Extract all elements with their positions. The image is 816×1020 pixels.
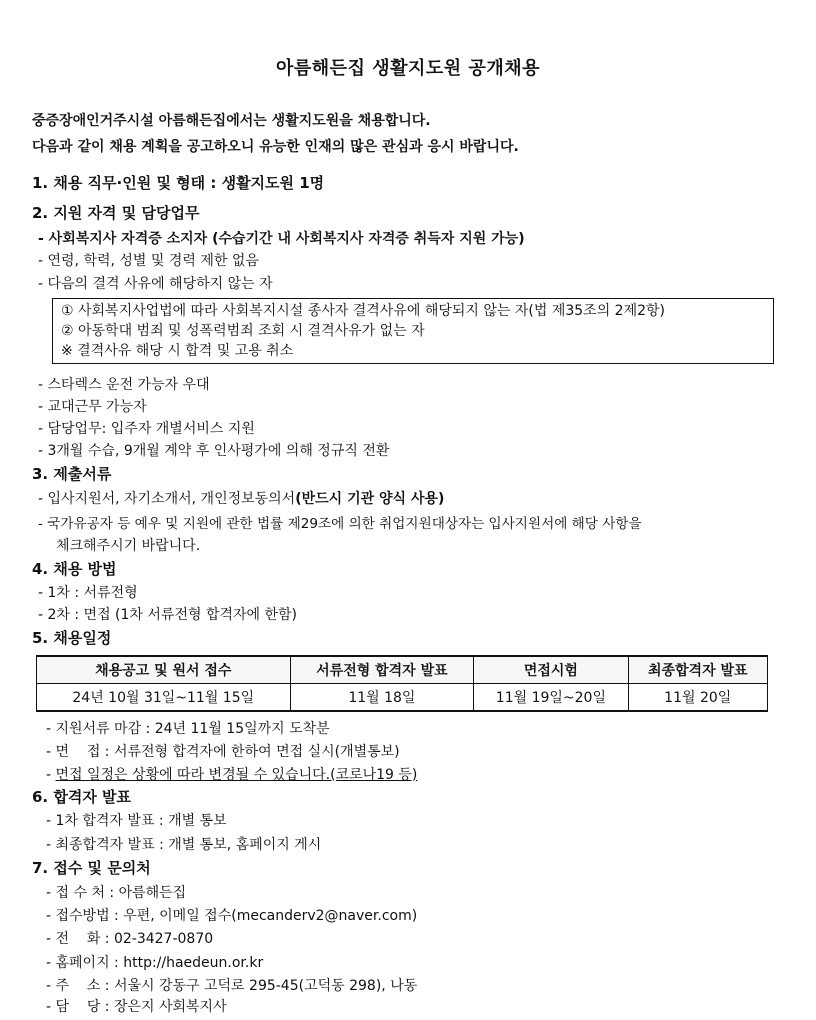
section-7-heading: 7. 접수 및 문의처 bbox=[32, 859, 151, 877]
section-2-heading: 2. 지원 자격 및 담당업무 bbox=[32, 204, 200, 222]
documents-item bbox=[38, 488, 444, 508]
qualification-item: - 연령, 학력, 성별 및 경력 제한 없음 bbox=[38, 253, 259, 269]
schedule-note: - 면 접 : 서류전형 합격자에 한하여 면접 실시(개별통보) bbox=[46, 744, 400, 760]
intro-paragraph bbox=[32, 108, 519, 160]
qualification-item: - 스타렉스 운전 가능자 우대 bbox=[38, 377, 210, 393]
section-4-heading: 4. 채용 방법 bbox=[32, 560, 117, 578]
contact-item: - 접 수 처 : 아름해든집 bbox=[46, 885, 187, 901]
qualification-item: - 3개월 수습, 9개월 계약 후 인사평가에 의해 정규직 전환 bbox=[38, 443, 390, 459]
contact-item: - 주 소 : 서울시 강동구 고덕로 295-45(고덕동 298), 나동 bbox=[46, 978, 418, 994]
table-cell: 11월 20일 bbox=[628, 684, 768, 712]
schedule-note-underlined: 면접 일정은 상황에 따라 변경될 수 있습니다.(코로나19 등) bbox=[55, 767, 418, 783]
intro-line: 중증장애인거주시설 아름해든집에서는 생활지도원을 채용합니다. bbox=[32, 113, 431, 129]
qualification-item: - 교대근무 가능자 bbox=[38, 399, 147, 415]
box-line: ※ 결격사유 해당 시 합격 및 고용 취소 bbox=[61, 343, 294, 359]
method-item: - 1차 : 서류전형 bbox=[38, 585, 138, 601]
table-header-cell: 면접시험 bbox=[474, 656, 628, 684]
disqualification-box bbox=[52, 298, 774, 364]
qualification-item: - 담당업무: 입주자 개별서비스 지원 bbox=[38, 421, 255, 437]
table-header-cell: 최종합격자 발표 bbox=[628, 656, 768, 684]
section-5-heading: 5. 채용일정 bbox=[32, 629, 112, 647]
box-line: ① 사회복지사업법에 따라 사회복지시설 종사자 결격사유에 해당되지 않는 자(법 제35조의 2제2항) bbox=[61, 303, 665, 319]
table-cell: 11월 19일~20일 bbox=[474, 684, 628, 712]
qualification-item: - 사회복지사 자격증 소지자 (수습기간 내 사회복지사 자격증 취득자 지원 가능) bbox=[38, 231, 525, 247]
qualification-item: - 다음의 결격 사유에 해당하지 않는 자 bbox=[38, 276, 273, 292]
announcement-item: - 최종합격자 발표 : 개별 통보, 홈페이지 게시 bbox=[46, 837, 322, 853]
contact-item: - 담 당 : 장은지 사회복지사 bbox=[46, 999, 227, 1015]
documents-item-continued: 체크해주시기 바랍니다. bbox=[56, 538, 201, 554]
section-1-heading: 1. 채용 직무·인원 및 형태 : 생활지도원 1명 bbox=[32, 174, 325, 192]
schedule-note-prefix: - bbox=[46, 767, 56, 783]
method-item: - 2차 : 면접 (1차 서류전형 합격자에 한함) bbox=[38, 607, 297, 623]
schedule-table bbox=[36, 655, 768, 712]
table-header-cell: 채용공고 및 원서 접수 bbox=[37, 656, 291, 684]
intro-line: 다음과 같이 채용 계획을 공고하오니 유능한 인재의 많은 관심과 응시 바랍니다. bbox=[32, 139, 519, 155]
announcement-item: - 1차 합격자 발표 : 개별 통보 bbox=[46, 813, 227, 829]
documents-item-emphasis: (반드시 기관 양식 사용) bbox=[295, 491, 445, 507]
schedule-note: - 지원서류 마감 : 24년 11월 15일까지 도착분 bbox=[46, 721, 330, 737]
box-line: ② 아동학대 범죄 및 성폭력범죄 조회 시 결격사유가 없는 자 bbox=[61, 323, 425, 339]
contact-item: - 접수방법 : 우편, 이메일 접수(mecanderv2@naver.com) bbox=[46, 908, 418, 924]
table-cell: 24년 10월 31일~11월 15일 bbox=[37, 684, 291, 712]
contact-item: - 홈페이지 : http://haedeun.or.kr bbox=[46, 955, 264, 971]
section-6-heading: 6. 합격자 발표 bbox=[32, 788, 132, 806]
table-header-row bbox=[37, 656, 768, 684]
table-header-cell: 서류전형 합격자 발표 bbox=[290, 656, 474, 684]
contact-item: - 전 화 : 02-3427-0870 bbox=[46, 931, 214, 947]
documents-item: - 국가유공자 등 예우 및 지원에 관한 법률 제29조에 의한 취업지원대상자는 입사지원서에 해당 사항을 bbox=[38, 516, 642, 532]
documents-item-text: - 입사지원서, 자기소개서, 개인정보동의서 bbox=[38, 491, 296, 507]
section-3-heading: 3. 제출서류 bbox=[32, 465, 112, 483]
schedule-note bbox=[46, 764, 417, 784]
table-cell: 11월 18일 bbox=[290, 684, 474, 712]
page-title: 아름해든집 생활지도원 공개채용 bbox=[276, 58, 540, 79]
table-row bbox=[37, 684, 768, 712]
